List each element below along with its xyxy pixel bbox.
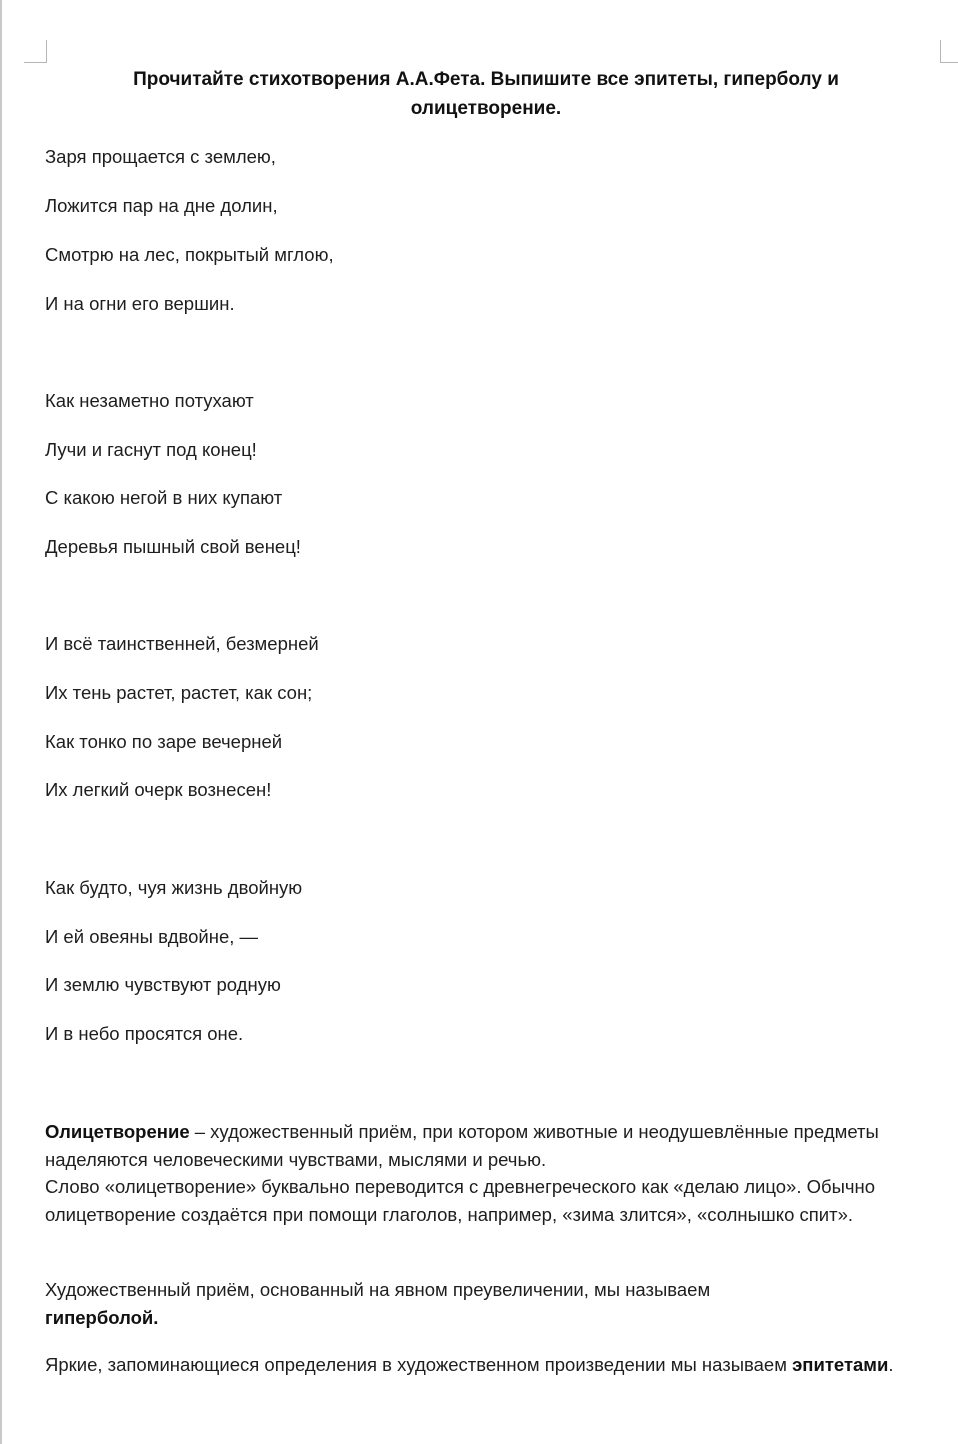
definition-text: Слово «олицетворение» буквально переводится с древнегреческого как «делаю лицо». Обычно олицетворение создаётся при помощи глаголов, например, «зима злится», «солнышко спит». [45,1176,876,1225]
definition-tail: . [888,1354,894,1375]
poem-line: Ложится пар на дне долин, [45,195,278,216]
poem-line: Заря прощается с землею, [45,146,276,167]
page-left-edge [0,0,2,1444]
poem-line: Их легкий очерк вознесен! [45,779,272,800]
poem-line: И землю чувствуют родную [45,974,281,995]
poem-line: Их тень растет, растет, как сон; [45,682,313,703]
poem-line: И ей овеяны вдвойне, — [45,926,259,947]
poem-line: Как будто, чуя жизнь двойную [45,877,303,898]
task-title: Прочитайте стихотворения А.А.Фета. Выпишите все эпитеты, гиперболу и олицетворение. [133,69,839,119]
poem-line: И на огни его вершин. [45,293,235,314]
term-hyperbole: гиперболой. [45,1306,159,1328]
definition-text: Яркие, запоминающиеся определения в художественном произведении мы называем [45,1354,793,1375]
poem-line: Лучи и гаснут под конец! [45,439,257,460]
poem-line: Как тонко по заре вечерней [45,731,283,752]
definition-epithet [45,1351,925,1379]
term-epithet: эпитетами [792,1354,889,1375]
definition-hyperbole [45,1276,745,1331]
poem-line: И в небо просятся оне. [45,1023,244,1044]
top-right-margin-mark [940,40,958,63]
poem-line: Как незаметно потухают [45,390,254,411]
definition-personification [45,1118,945,1228]
term-personification: Олицетворение [45,1121,190,1142]
top-left-margin-mark [24,40,47,63]
poem-line: Смотрю на лес, покрытый мглою, [45,244,334,265]
poem-line: Деревья пышный свой венец! [45,536,301,557]
definition-text: – художественный приём, при котором животные и неодушевлённые предметы наделяются человеческими чувствами, мыслями и речью. [45,1121,879,1170]
poem-line: С какою негой в них купают [45,487,283,508]
poem-line: И всё таинственней, безмерней [45,633,319,654]
definition-text: Художественный приём, основанный на явном преувеличении, мы называем [45,1279,711,1300]
